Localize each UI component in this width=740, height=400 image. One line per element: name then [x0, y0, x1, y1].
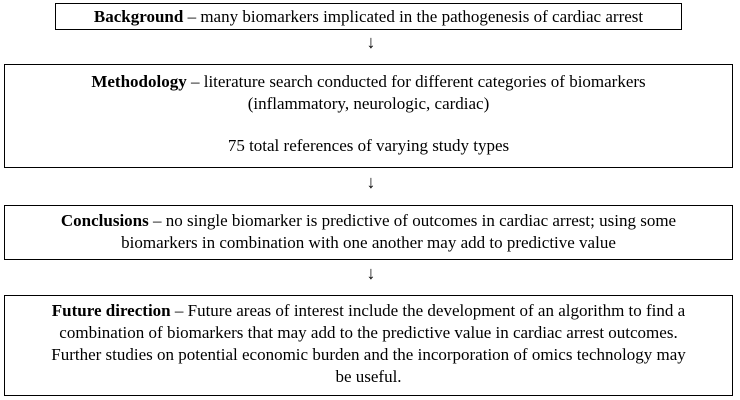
background-line	[56, 6, 681, 28]
methodology-line-2: (inflammatory, neurologic, cardiac)	[247, 94, 490, 113]
future-line-3: Further studies on potential economic burden and the incorporation of omics technology may	[51, 345, 686, 364]
future-line-1	[5, 300, 732, 322]
conclusions-text: – no single biomarker is predictive of outcomes in cardiac arrest; using some	[148, 211, 677, 230]
down-arrow-icon: ↓	[366, 263, 376, 283]
down-arrow-icon: ↓	[366, 172, 376, 192]
conclusions-line-1	[5, 210, 732, 232]
conclusions-line-2: biomarkers in combination with one another may add to predictive value	[121, 233, 616, 252]
background-text: – many biomarkers implicated in the pathogenesis of cardiac arrest	[183, 7, 644, 26]
conclusions-heading: Conclusions	[60, 211, 149, 230]
methodology-box	[4, 64, 733, 168]
methodology-spacer	[5, 115, 732, 135]
background-heading: Background	[93, 7, 184, 26]
methodology-heading: Methodology	[91, 72, 187, 91]
future-line-4: be useful.	[335, 367, 402, 386]
conclusions-box	[4, 205, 733, 260]
methodology-line-3: 75 total references of varying study types	[227, 136, 510, 155]
background-box	[55, 3, 682, 30]
methodology-text: – literature search conducted for different categories of biomarkers	[186, 72, 646, 91]
future-text: – Future areas of interest include the development of an algorithm to find a	[170, 301, 686, 320]
future-line-2: combination of biomarkers that may add to the predictive value in cardiac arrest outcomes.	[59, 323, 678, 342]
methodology-line-1	[5, 71, 732, 93]
down-arrow-icon: ↓	[366, 32, 376, 52]
future-direction-box	[4, 295, 733, 396]
future-heading: Future direction	[51, 301, 171, 320]
